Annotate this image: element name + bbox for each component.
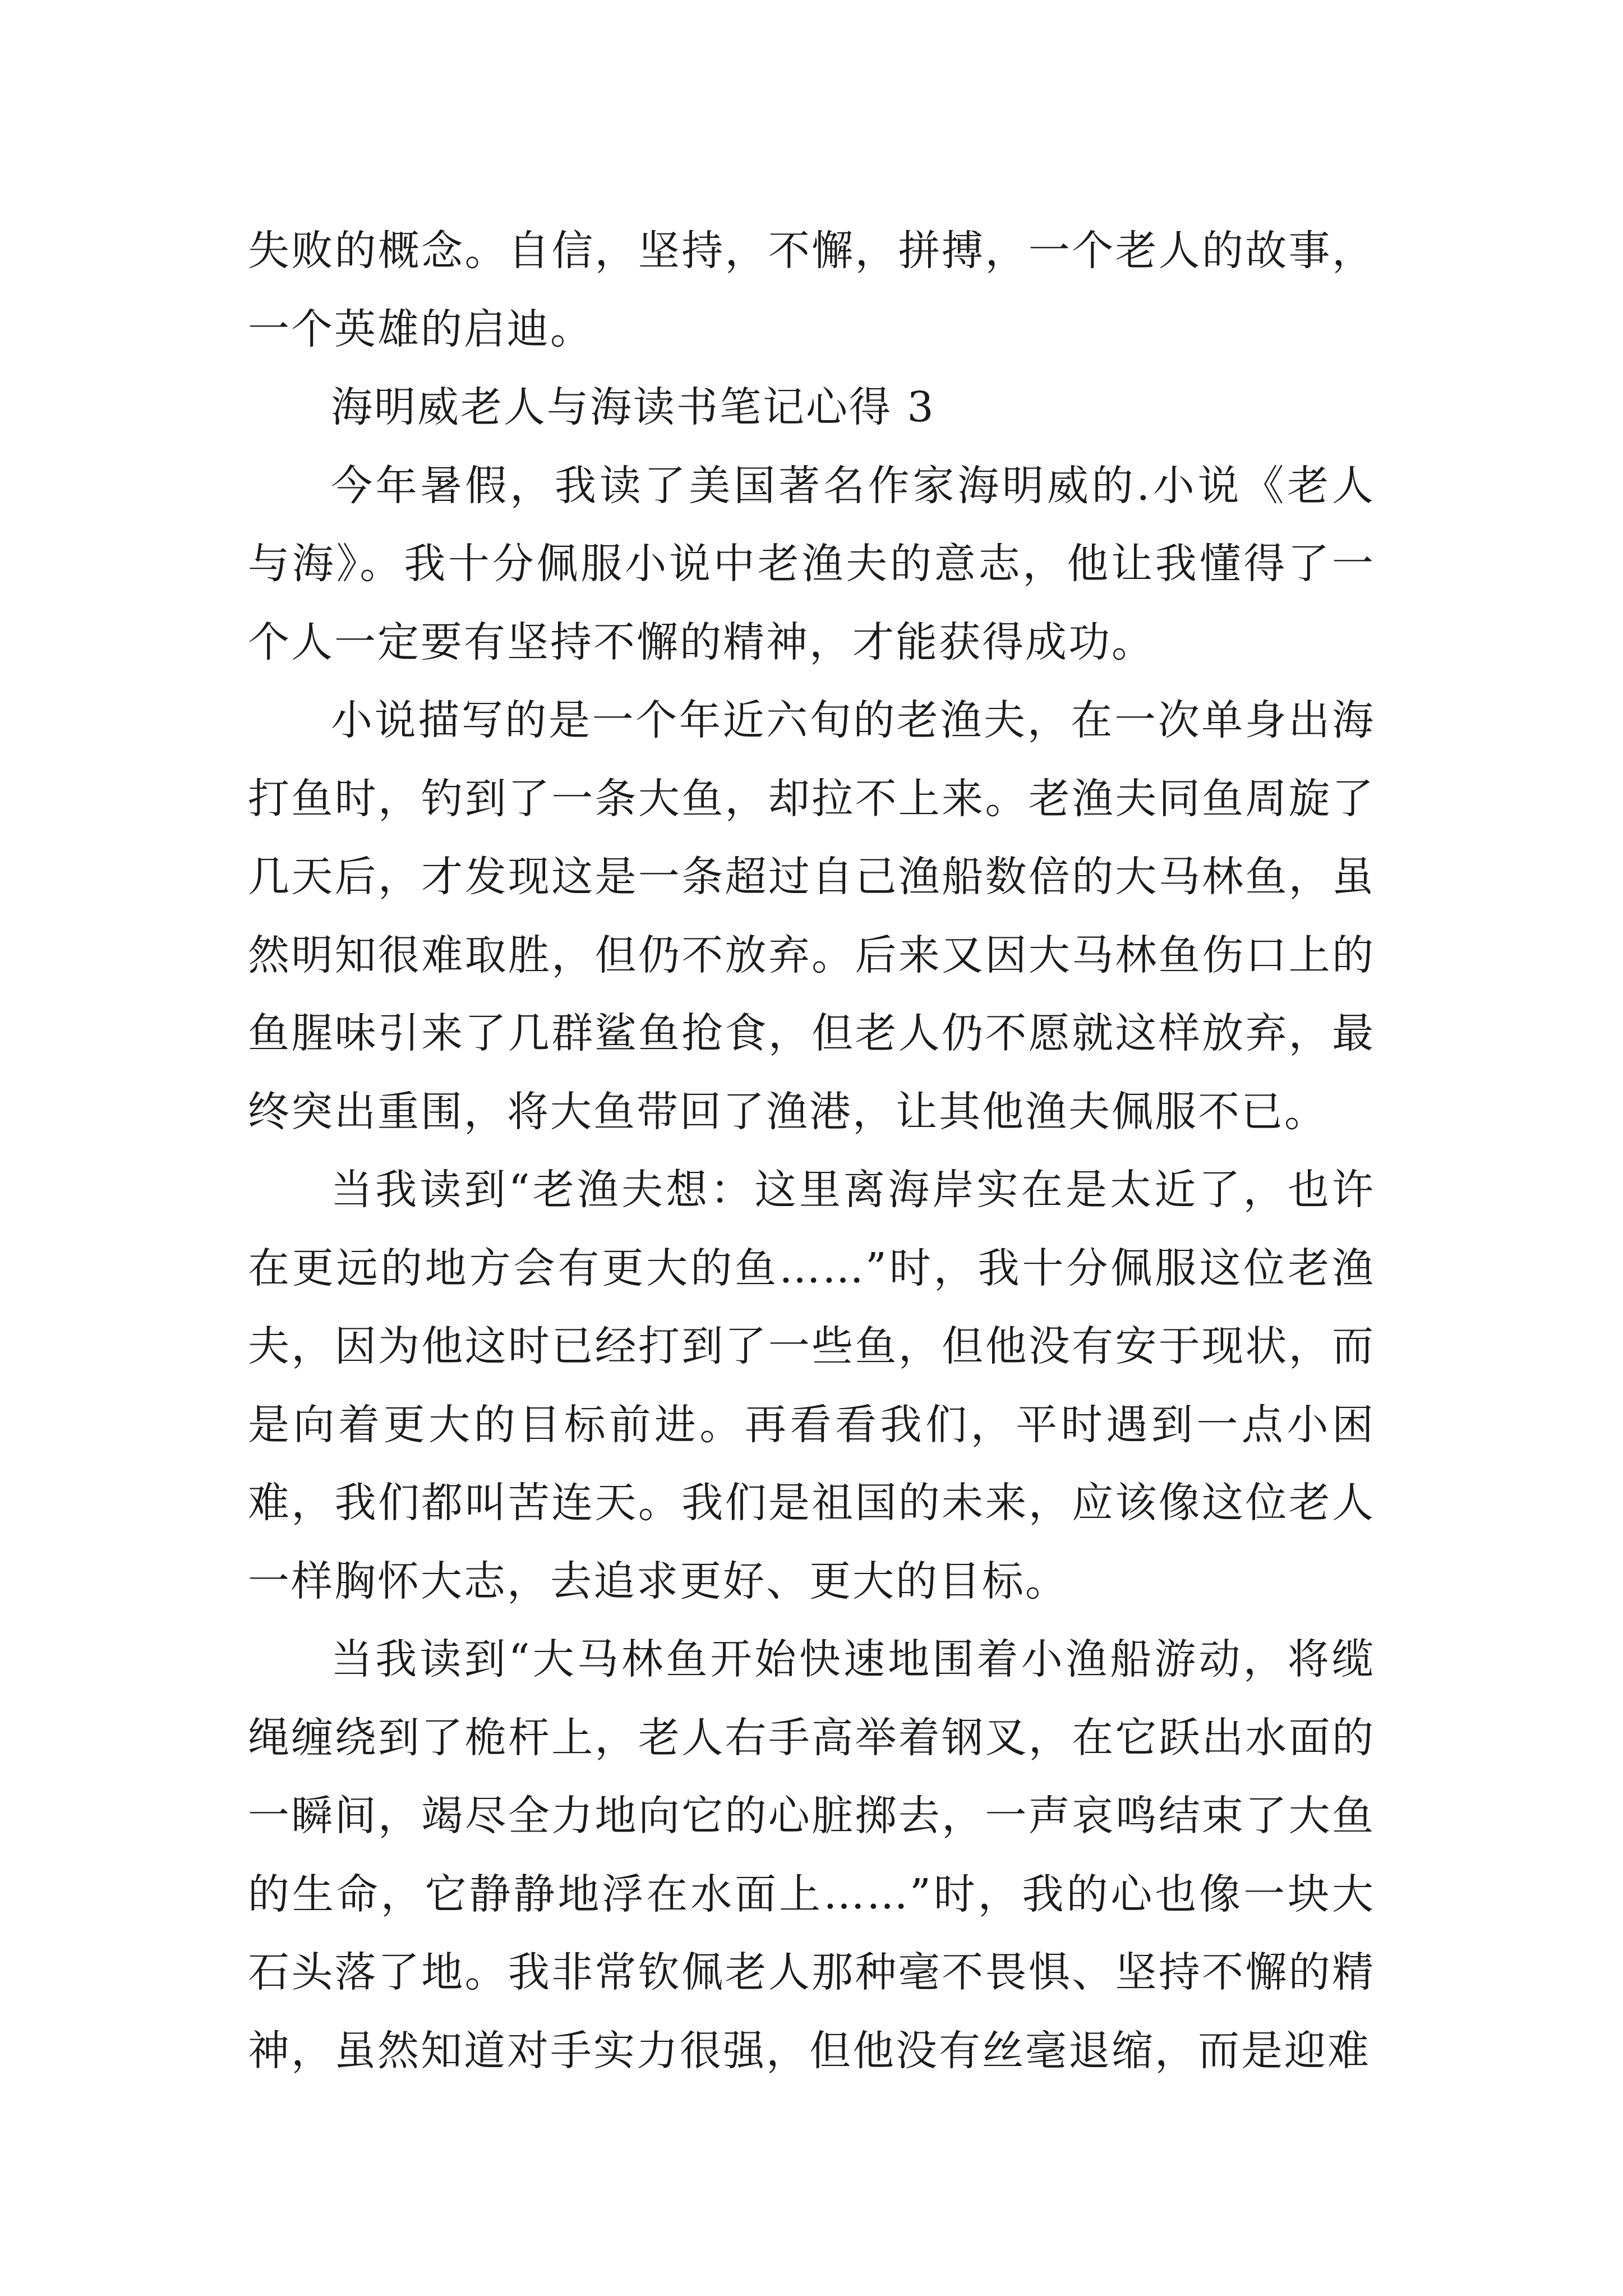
paragraph: 今年暑假，我读了美国著名作家海明威的.小说《老人与海》。我十分佩服小说中老渔夫的意志，他让我懂得了一个人一定要有坚持不懈的精神，才能获得成功。 — [248, 461, 1375, 666]
paragraph-continuation: 失败的概念。自信，坚持，不懈，拼搏，一个老人的故事，一个英雄的启迪。 — [248, 227, 1375, 353]
paragraph: 当我读到“老渔夫想：这里离海岸实在是太近了，也许在更远的地方会有更大的鱼……”时，我十分佩服这位老渔夫，因为他这时已经打到了一些鱼，但他没有安于现状，而是向着更大的目标前进。再看看我们，平时遇到一点小困难，我们都叫苦连天。我们是祖国的未来，应该像这位老人一样胸怀大志，去追求更好、更大的目标。 — [248, 1166, 1375, 1605]
paragraph: 小说描写的是一个年近六旬的老渔夫，在一次单身出海打鱼时，钓到了一条大鱼，却拉不上来。老渔夫同鱼周旋了几天后，才发现这是一条超过自己渔船数倍的大马林鱼，虽然明知很难取胜，但仍不放弃。后来又因大马林鱼伤口上的鱼腥味引来了几群鲨鱼抢食，但老人仍不愿就这样放弃，最终突出重围，将大鱼带回了渔港，让其他渔夫佩服不已。 — [248, 696, 1375, 1136]
body-text — [248, 212, 1375, 2090]
paragraph: 当我读到“大马林鱼开始快速地围着小渔船游动，将缆绳缠绕到了桅杆上，老人右手高举着钢叉，在它跃出水面的一瞬间，竭尽全力地向它的心脏掷去，一声哀鸣结束了大鱼的生命，它静静地浮在水面上……”时，我的心也像一块大石头落了地。我非常钦佩老人那种毫不畏惧、坚持不懈的精神，虽然知道对手实力很强，但他没有丝毫退缩，而是迎难 — [248, 1635, 1375, 2075]
section-heading: 海明威老人与海读书笔记心得 3 — [331, 383, 935, 431]
